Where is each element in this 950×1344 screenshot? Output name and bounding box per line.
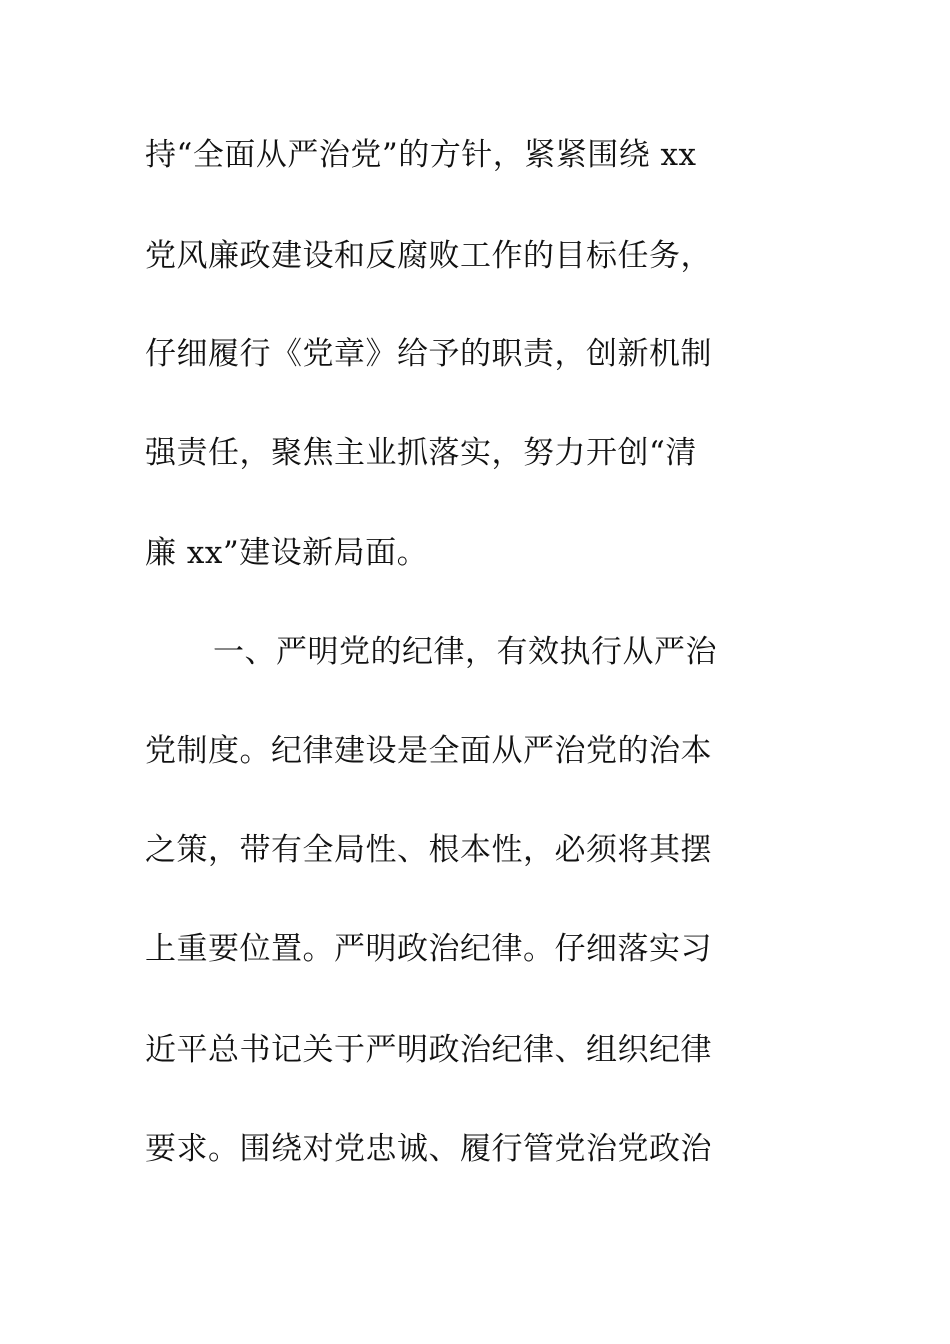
text-line: 近平总书记关于严明政治纪律、组织纪律 xyxy=(145,1032,712,1068)
text-line: 之策，带有全局性、根本性，必须将其摆 xyxy=(145,832,712,868)
text-line: 党风廉政建设和反腐败工作的目标任务， xyxy=(145,238,712,274)
section-heading-line: 一、严明党的纪律，有效执行从严治 xyxy=(213,634,717,670)
text-line: 要求。围绕对党忠诚、履行管党治党政治 xyxy=(145,1131,712,1167)
text-line: 上重要位置。严明政治纪律。仔细落实习 xyxy=(145,931,712,967)
text-line: 仔细履行《党章》给予的职责，创新机制 xyxy=(145,336,712,372)
text-line: 党制度。纪律建设是全面从严治党的治本 xyxy=(145,733,712,769)
text-line: 强责任，聚焦主业抓落实，努力开创“清 xyxy=(145,435,697,471)
text-line: 廉 xx”建设新局面。 xyxy=(145,535,429,571)
text-line: 持“全面从严治党”的方针，紧紧围绕 xx xyxy=(145,137,697,173)
